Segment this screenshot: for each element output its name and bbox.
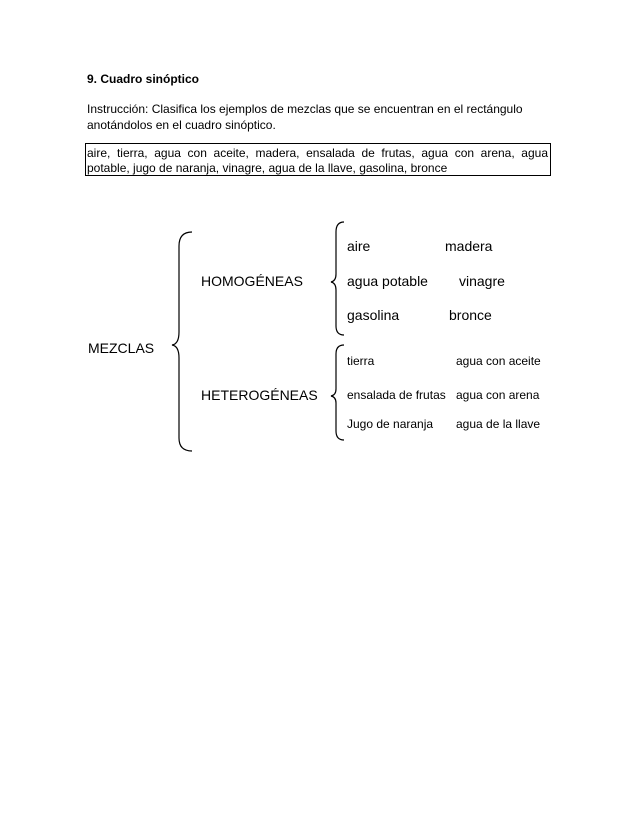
homogeneas-item: madera [445, 238, 493, 254]
homogeneas-item: bronce [449, 307, 492, 323]
homogeneas-item: vinagre [459, 273, 505, 289]
section-title: 9. Cuadro sinóptico [87, 72, 200, 86]
heterogeneas-item: agua con arena [456, 388, 540, 402]
examples-line-2: potable, jugo de naranja, vinagre, agua de la llave, gasolina, bronce [87, 161, 448, 175]
heterogeneas-item: agua de la llave [456, 417, 541, 431]
main-brace [172, 232, 192, 451]
heterogeneas-item: tierra [347, 354, 375, 368]
root-label: MEZCLAS [88, 340, 155, 356]
heterogeneas-label: HETEROGÉNEAS [201, 387, 318, 403]
instruction-line-1: Instrucción: Clasifica los ejemplos de mezclas que se encuentran en el rectángulo [87, 102, 523, 116]
homogeneas-label: HOMOGÉNEAS [201, 273, 303, 289]
homogeneas-item: agua potable [347, 273, 428, 289]
heterogeneas-item: agua con aceite [456, 354, 541, 368]
homogeneas-item: gasolina [347, 307, 400, 323]
heterogeneas-item: Jugo de naranja [347, 417, 434, 431]
heterogeneas-item: ensalada de frutas [347, 388, 446, 402]
homogeneas-brace [331, 222, 344, 335]
instruction-line-2: anotándolos en el cuadro sinóptico. [87, 118, 276, 132]
heterogeneas-brace [331, 345, 344, 440]
examples-line-1: aire, tierra, agua con aceite, madera, ensalada de frutas, agua con arena, agua [87, 146, 548, 160]
homogeneas-item: aire [347, 238, 371, 254]
